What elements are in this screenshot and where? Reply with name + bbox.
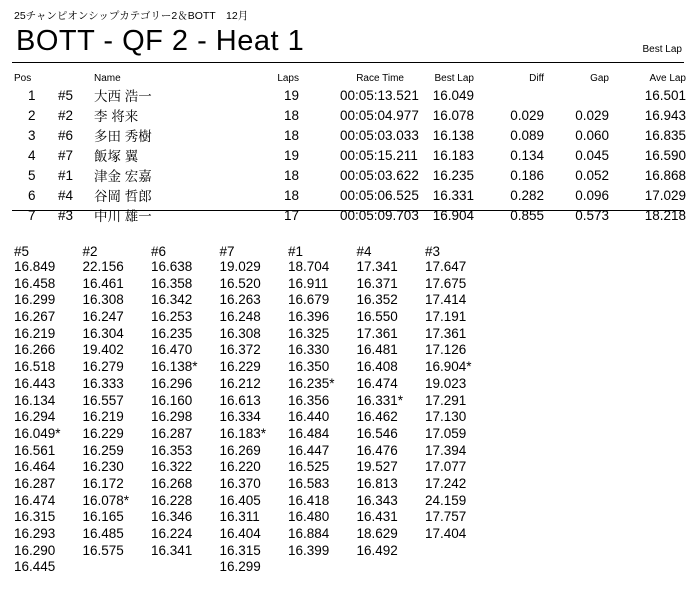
row-ave-lap: 18.218 <box>644 207 686 223</box>
lap-time: 16.333 <box>82 375 124 391</box>
lap-time: 16.331* <box>356 392 404 408</box>
lap-time: 17.757 <box>425 509 467 525</box>
lap-time: 16.470 <box>151 342 193 358</box>
lap-column-kart: #5 <box>14 244 30 259</box>
lap-time: 16.849 <box>14 259 56 274</box>
lap-time: 16.557 <box>82 392 124 408</box>
lap-time: 16.474 <box>14 492 56 508</box>
row-laps: 19 <box>283 147 299 163</box>
lap-time: 16.431 <box>356 509 398 525</box>
event-subtitle: 25チャンピオンシップカテゴリー2＆BOTT 12月 <box>14 10 249 22</box>
row-ave-lap: 16.835 <box>644 127 686 143</box>
row-pos: 6 <box>28 187 36 203</box>
lap-time: 16.229 <box>82 425 124 441</box>
lap-time: 17.675 <box>425 275 467 291</box>
lap-time: 16.350 <box>288 359 330 375</box>
lap-time: 16.356 <box>288 392 330 408</box>
row-kart: #5 <box>58 87 74 103</box>
row-pos: 4 <box>28 147 36 163</box>
lap-time: 16.462 <box>356 409 398 425</box>
lap-time: 17.341 <box>356 259 398 274</box>
results-divider <box>12 210 684 211</box>
lap-time: 16.235* <box>288 375 335 391</box>
row-best-lap: 16.138 <box>432 127 474 143</box>
row-diff: 0.855 <box>510 207 544 223</box>
row-laps: 18 <box>283 127 299 143</box>
lap-column-kart: #6 <box>151 244 167 259</box>
lap-time: 16.372 <box>219 342 261 358</box>
lap-time: 16.525 <box>288 459 330 475</box>
lap-time: 16.408 <box>356 359 398 375</box>
row-pos: 3 <box>28 127 36 143</box>
lap-time: 16.224 <box>151 526 193 541</box>
lap-time: 16.299 <box>219 559 261 575</box>
row-gap: 0.060 <box>575 127 609 143</box>
lap-time: 16.293 <box>14 526 56 541</box>
best-lap-label: Best Lap <box>642 44 682 55</box>
lap-time: 16.484 <box>288 425 330 441</box>
lap-time: 16.230 <box>82 459 124 475</box>
lap-time: 17.059 <box>425 425 467 441</box>
lap-time: 16.440 <box>288 409 330 425</box>
lap-time: 17.126 <box>425 342 467 358</box>
lap-time: 16.172 <box>82 475 124 491</box>
col-race-time: Race Time <box>356 72 404 84</box>
row-ave-lap: 16.868 <box>644 167 686 183</box>
lap-time: 17.404 <box>425 526 467 541</box>
lap-time: 16.813 <box>356 475 398 491</box>
row-name: 谷岡 哲郎 <box>94 189 152 204</box>
row-pos: 1 <box>28 87 36 103</box>
lap-time: 16.613 <box>219 392 261 408</box>
lap-time: 16.481 <box>356 342 398 358</box>
header-divider <box>12 62 684 63</box>
row-name: 飯塚 翼 <box>94 149 139 164</box>
lap-time: 16.183* <box>219 425 267 441</box>
lap-column <box>83 244 152 576</box>
lap-time: 16.334 <box>219 409 261 425</box>
lap-time: 16.520 <box>219 275 261 291</box>
lap-time: 16.263 <box>219 292 261 308</box>
row-race-time: 00:05:04.977 <box>340 107 419 123</box>
lap-time: 16.404 <box>219 526 261 541</box>
lap-column <box>151 244 220 576</box>
row-name: 李 将来 <box>94 109 139 124</box>
lap-column-kart: #7 <box>219 244 235 259</box>
result-row <box>14 185 686 205</box>
lap-time: 16.308 <box>219 325 261 341</box>
lap-time: 16.447 <box>288 442 330 458</box>
lap-time: 16.253 <box>151 309 193 325</box>
row-best-lap: 16.331 <box>432 187 474 203</box>
lap-time: 17.414 <box>425 292 467 308</box>
lap-time: 16.353 <box>151 442 193 458</box>
lap-time: 16.298 <box>151 409 193 425</box>
row-ave-lap: 17.029 <box>644 187 686 203</box>
lap-time: 16.248 <box>219 309 261 325</box>
lap-column <box>14 244 83 576</box>
row-gap <box>544 85 609 105</box>
lap-time: 17.647 <box>425 259 467 274</box>
lap-time: 17.394 <box>425 442 467 458</box>
lap-time: 16.399 <box>288 542 330 558</box>
lap-time: 16.219 <box>14 325 56 341</box>
lap-time: 16.480 <box>288 509 330 525</box>
row-diff: 0.134 <box>510 147 544 163</box>
lap-time: 16.371 <box>356 275 398 291</box>
page-title: BOTT - QF 2 - Heat 1 <box>16 25 305 57</box>
lap-time: 16.461 <box>82 275 124 291</box>
lap-time: 16.078* <box>82 492 130 508</box>
row-best-lap: 16.049 <box>432 87 474 103</box>
lap-time: 16.550 <box>356 309 398 325</box>
lap-time: 16.518 <box>14 359 56 375</box>
result-row <box>14 165 686 185</box>
lap-time: 19.029 <box>219 259 261 274</box>
lap-time: 19.023 <box>425 375 467 391</box>
row-name: 多田 秀樹 <box>94 129 152 144</box>
lap-time: 16.219 <box>82 409 124 425</box>
lap-time: 16.294 <box>14 409 56 425</box>
row-diff <box>474 85 544 105</box>
row-best-lap: 16.183 <box>432 147 474 163</box>
lap-time: 16.228 <box>151 492 193 508</box>
lap-time: 16.330 <box>288 342 330 358</box>
row-race-time: 00:05:09.703 <box>340 207 419 223</box>
row-race-time: 00:05:03.622 <box>340 167 419 183</box>
row-name: 津金 宏嘉 <box>94 169 152 184</box>
lap-column-kart: #4 <box>356 244 372 259</box>
col-diff: Diff <box>529 72 544 84</box>
row-best-lap: 16.235 <box>432 167 474 183</box>
lap-column <box>425 244 494 576</box>
row-gap: 0.029 <box>575 107 609 123</box>
lap-column-kart: #2 <box>82 244 98 259</box>
lap-time: 17.291 <box>425 392 467 408</box>
lap-time: 19.527 <box>356 459 398 475</box>
lap-time: 16.464 <box>14 459 56 475</box>
lap-time: 16.229 <box>219 359 261 375</box>
lap-time: 18.704 <box>288 259 330 274</box>
lap-time: 16.279 <box>82 359 124 375</box>
result-row <box>14 125 686 145</box>
row-ave-lap: 16.943 <box>644 107 686 123</box>
lap-time: 16.492 <box>356 542 398 558</box>
lap-time: 16.212 <box>219 375 261 391</box>
lap-time: 16.458 <box>14 275 56 291</box>
row-gap: 0.045 <box>575 147 609 163</box>
row-gap: 0.052 <box>575 167 609 183</box>
lap-time: 16.165 <box>82 509 124 525</box>
row-diff: 0.186 <box>510 167 544 183</box>
results-header-row <box>14 71 686 85</box>
row-diff: 0.029 <box>510 107 544 123</box>
row-laps: 18 <box>283 107 299 123</box>
lap-time: 16.287 <box>151 425 193 441</box>
row-diff: 0.282 <box>510 187 544 203</box>
lap-time: 16.445 <box>14 559 56 575</box>
lap-time: 16.304 <box>82 325 124 341</box>
lap-time: 16.247 <box>82 309 124 325</box>
row-pos: 7 <box>28 207 36 223</box>
lap-time: 16.296 <box>151 375 193 391</box>
row-laps: 19 <box>283 87 299 103</box>
row-kart: #3 <box>58 207 74 223</box>
lap-time: 16.290 <box>14 542 56 558</box>
lap-time: 16.638 <box>151 259 193 274</box>
lap-time: 16.235 <box>151 325 193 341</box>
lap-time: 22.156 <box>82 259 124 274</box>
lap-time: 16.679 <box>288 292 330 308</box>
row-kart: #2 <box>58 107 74 123</box>
lap-column-kart: #1 <box>288 244 304 259</box>
row-race-time: 00:05:13.521 <box>340 87 419 103</box>
lap-time: 16.443 <box>14 375 56 391</box>
lap-time: 16.474 <box>356 375 398 391</box>
lap-time: 16.476 <box>356 442 398 458</box>
row-name: 大西 浩一 <box>94 89 152 104</box>
lap-time: 16.575 <box>82 542 124 558</box>
col-best-lap: Best Lap <box>434 72 474 84</box>
lap-time: 16.396 <box>288 309 330 325</box>
lap-time: 16.266 <box>14 342 56 358</box>
lap-column <box>288 244 357 576</box>
lap-column <box>357 244 426 576</box>
row-name: 中川 雄一 <box>94 209 152 224</box>
lap-column <box>220 244 289 576</box>
lap-time: 16.315 <box>14 509 56 525</box>
row-diff: 0.089 <box>510 127 544 143</box>
lap-time: 16.322 <box>151 459 193 475</box>
lap-time: 16.287 <box>14 475 56 491</box>
col-name: Name <box>94 72 121 84</box>
result-row <box>14 105 686 125</box>
row-ave-lap: 16.590 <box>644 147 686 163</box>
lap-time: 16.343 <box>356 492 398 508</box>
lap-time: 16.352 <box>356 292 398 308</box>
lap-time: 17.077 <box>425 459 467 475</box>
col-kart <box>54 71 94 85</box>
row-laps: 18 <box>283 187 299 203</box>
result-row <box>14 85 686 105</box>
row-laps: 18 <box>283 167 299 183</box>
lap-time: 16.049* <box>14 425 61 441</box>
lap-time: 17.361 <box>425 325 467 341</box>
lap-time: 16.268 <box>151 475 193 491</box>
row-ave-lap: 16.501 <box>644 87 686 103</box>
lap-time: 16.370 <box>219 475 261 491</box>
lap-time: 16.311 <box>219 509 260 525</box>
lap-time: 16.299 <box>14 292 56 308</box>
lap-time: 16.325 <box>288 325 330 341</box>
lap-time: 16.160 <box>151 392 193 408</box>
result-row <box>14 205 686 225</box>
results-table <box>14 71 686 225</box>
lap-column-kart: #3 <box>425 244 441 259</box>
lap-time: 18.629 <box>356 526 398 541</box>
row-race-time: 00:05:03.033 <box>340 127 419 143</box>
row-race-time: 00:05:15.211 <box>340 147 418 163</box>
row-best-lap: 16.904 <box>432 207 474 223</box>
lap-time: 17.361 <box>356 325 398 341</box>
lap-time: 16.346 <box>151 509 193 525</box>
lap-time: 16.341 <box>151 542 193 558</box>
result-row <box>14 145 686 165</box>
row-kart: #7 <box>58 147 74 163</box>
row-kart: #6 <box>58 127 74 143</box>
row-laps: 17 <box>283 207 299 223</box>
lap-time: 16.138* <box>151 359 198 375</box>
col-pos: Pos <box>14 72 32 84</box>
lap-time: 16.418 <box>288 492 330 508</box>
row-best-lap: 16.078 <box>432 107 474 123</box>
lap-time: 16.911 <box>288 275 329 291</box>
lap-time: 24.159 <box>425 492 467 508</box>
lap-time: 16.904* <box>425 359 472 375</box>
col-gap: Gap <box>590 72 609 84</box>
lap-time: 16.267 <box>14 309 56 325</box>
lap-times-grid <box>14 244 494 576</box>
col-ave-lap: Ave Lap <box>649 72 686 84</box>
lap-time: 16.583 <box>288 475 330 491</box>
row-kart: #4 <box>58 187 74 203</box>
row-gap: 0.573 <box>575 207 609 223</box>
lap-time: 16.259 <box>82 442 124 458</box>
lap-time: 16.342 <box>151 292 193 308</box>
lap-time: 16.134 <box>14 392 56 408</box>
lap-time: 16.308 <box>82 292 124 308</box>
row-pos: 2 <box>28 107 36 123</box>
lap-time: 16.884 <box>288 526 330 541</box>
row-kart: #1 <box>58 167 74 183</box>
lap-time: 16.405 <box>219 492 261 508</box>
lap-time: 16.220 <box>219 459 261 475</box>
lap-time: 16.358 <box>151 275 193 291</box>
lap-time: 16.315 <box>219 542 261 558</box>
lap-time: 16.561 <box>14 442 56 458</box>
row-gap: 0.096 <box>575 187 609 203</box>
row-pos: 5 <box>28 167 36 183</box>
lap-time: 17.242 <box>425 475 467 491</box>
lap-time: 17.191 <box>425 309 467 325</box>
row-race-time: 00:05:06.525 <box>340 187 419 203</box>
lap-time: 16.546 <box>356 425 398 441</box>
lap-time: 17.130 <box>425 409 467 425</box>
lap-time: 19.402 <box>82 342 124 358</box>
lap-time: 16.269 <box>219 442 261 458</box>
col-laps: Laps <box>277 72 299 84</box>
lap-time: 16.485 <box>82 526 124 541</box>
